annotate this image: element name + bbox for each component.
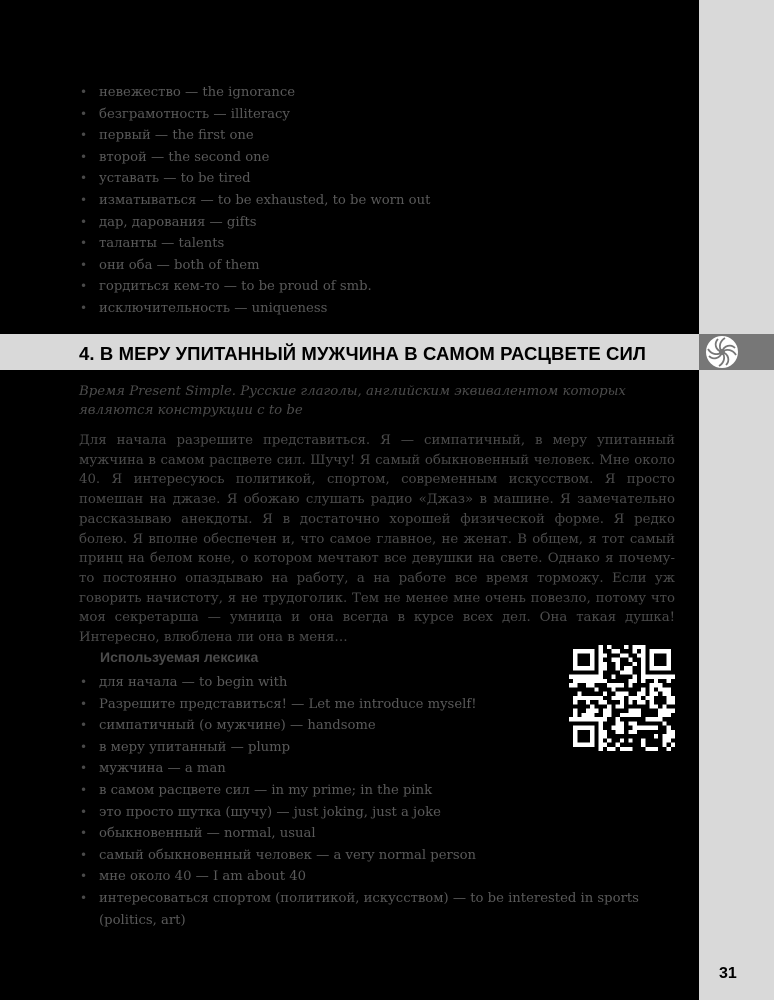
page-margin-bar — [699, 0, 774, 1000]
list-item — [78, 125, 678, 147]
list-item-text: первый — the first one — [99, 128, 254, 144]
vocabulary-list-top — [78, 82, 678, 320]
list-item-text: второй — the second one — [99, 149, 270, 165]
list-item-text: обыкновенный — normal, usual — [99, 826, 316, 842]
list-item-text: невежество — the ignorance — [99, 85, 296, 100]
bullet-icon: • — [80, 718, 88, 733]
list-item — [78, 802, 678, 824]
bullet-icon: • — [80, 106, 88, 121]
spiral-icon — [705, 335, 739, 369]
list-item — [78, 212, 678, 234]
list-item — [78, 255, 678, 277]
vocabulary-list-bottom — [78, 672, 678, 931]
list-item-text: мужчина — a man — [99, 761, 226, 777]
list-item — [78, 845, 678, 867]
list-item — [78, 104, 678, 126]
bullet-icon: • — [80, 847, 88, 862]
list-item-text: в меру упитанный — plump — [99, 739, 291, 755]
vocabulary-title: Используемая лексика — [100, 649, 259, 665]
section-subtitle: Время Present Simple. Русские глаголы, английским эквивалентом которых являются конструкции с to be — [79, 384, 626, 418]
list-item-text: Разрешите представиться! — Let me introduce myself! — [99, 696, 477, 712]
list-item — [78, 737, 678, 759]
list-item-text: дар, дарования — gifts — [99, 214, 257, 230]
list-item-text: мне около 40 — I am about 40 — [99, 869, 306, 885]
list-item — [78, 694, 678, 716]
list-item-text: гордиться кем-то — to be proud of smb. — [99, 279, 372, 295]
list-item-text: симпатичный (о мужчине) — handsome — [99, 718, 376, 734]
list-item-text: безграмотность — illiteracy — [99, 106, 290, 122]
page-number: 31 — [719, 965, 737, 982]
list-item — [78, 276, 678, 298]
list-item-text: интересоваться спортом (политикой, искусством) — to be interested in sports (politics, art) — [99, 890, 639, 928]
list-item-text: исключительность — uniqueness — [99, 300, 328, 316]
bullet-icon: • — [80, 826, 88, 841]
list-item-text: они оба — both of them — [99, 257, 260, 273]
list-item-text: уставать — to be tired — [99, 171, 251, 187]
bullet-icon: • — [80, 149, 88, 164]
list-item-text: для начала — to begin with — [99, 675, 288, 690]
bullet-icon: • — [80, 214, 88, 229]
list-item — [78, 190, 678, 212]
section-heading: 4. В МЕРУ УПИТАННЫЙ МУЖЧИНА В САМОМ РАСЦВЕТЕ СИЛ — [79, 343, 646, 364]
list-item — [78, 866, 678, 888]
bullet-icon: • — [80, 128, 88, 143]
list-item — [78, 823, 678, 845]
bullet-icon: • — [80, 236, 88, 251]
list-item — [78, 758, 678, 780]
list-item — [78, 82, 678, 104]
bullet-icon: • — [80, 739, 88, 754]
bullet-icon: • — [80, 192, 88, 207]
list-item — [78, 168, 678, 190]
list-item-text: это просто шутка (шучу) — just joking, just a joke — [99, 804, 441, 820]
bullet-icon: • — [80, 804, 88, 819]
bullet-icon: • — [80, 869, 88, 884]
list-item — [78, 715, 678, 737]
bullet-icon: • — [80, 890, 88, 905]
list-item — [78, 233, 678, 255]
bullet-icon: • — [80, 257, 88, 272]
bullet-icon: • — [80, 171, 88, 186]
bullet-icon: • — [80, 675, 88, 689]
bullet-icon: • — [80, 300, 88, 315]
bullet-icon: • — [80, 85, 88, 99]
list-item-text: самый обыкновенный человек — a very normal person — [99, 847, 477, 863]
section-body-text: Для начала разрешите представиться. Я — симпатичный, в меру упитанный мужчина в самом расцвете сил. Шучу! Я самый обыкновенный человек. Мне около 40. Я интересуюсь политикой, спортом, современным искусством. Я просто помешан на джазе. Я обожаю слушать радио «Джаз» в машине. Я замечательно рассказываю анекдоты. Я в достаточно хорошей физической форме. Я редко болею. Я вполне обеспечен и, что самое главное, не женат. В общем, я тот самый принц на белом коне, о котором мечтают все девушки на свете. Однако я почему-то постоянно опаздываю на работу, а на работе все время торможу. Если уж говорить начистоту, я не трудоголик. Тем не менее мне очень повезло, потому что моя секретарша — умница и она всегда в курсе всех дел. Она такая душка! Интересно, влюблена ли она в меня… — [79, 433, 675, 646]
list-item — [78, 888, 678, 931]
bullet-icon: • — [80, 782, 88, 797]
bullet-icon: • — [80, 279, 88, 294]
list-item — [78, 298, 678, 320]
list-item — [78, 672, 678, 694]
list-item-text: таланты — talents — [99, 236, 225, 252]
list-item-text: в самом расцвете сил — in my prime; in the pink — [99, 782, 433, 798]
bullet-icon: • — [80, 696, 88, 711]
list-item — [78, 147, 678, 169]
bullet-icon: • — [80, 761, 88, 776]
list-item-text: изматываться — to be exhausted, to be worn out — [99, 192, 431, 208]
list-item — [78, 780, 678, 802]
